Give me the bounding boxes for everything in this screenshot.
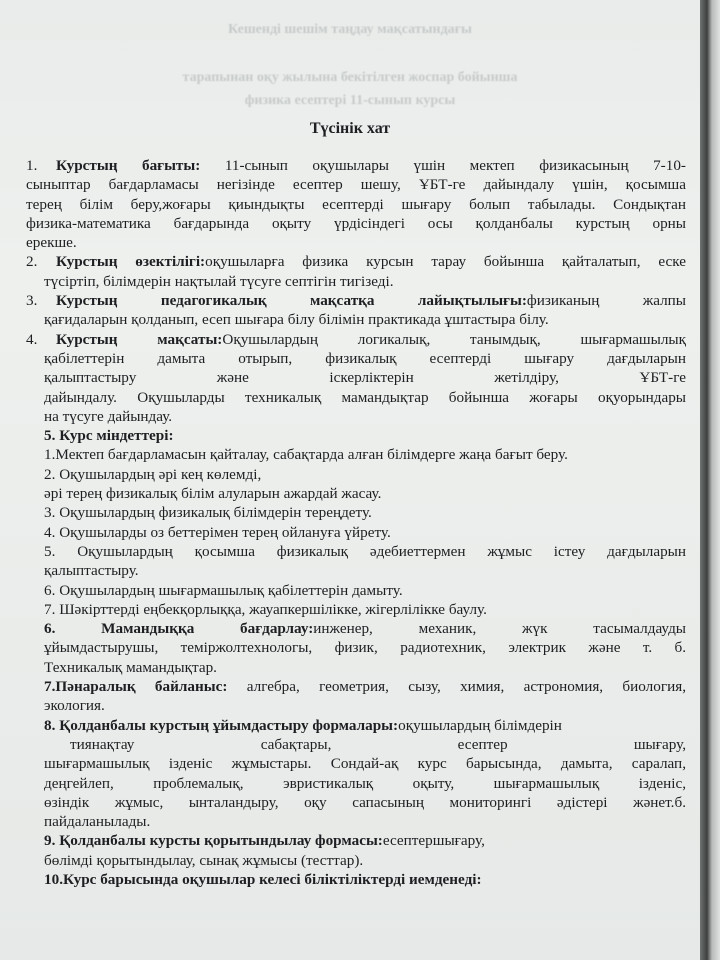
section-1-line: ерекше. bbox=[26, 234, 77, 252]
section-3-line bbox=[26, 291, 686, 310]
document-body bbox=[26, 156, 686, 889]
section-1-line: физика-математика бағдарында оқыту үрдісіндегі осы қолданбалы курстың орны bbox=[26, 214, 686, 232]
task-item: 3. Оқушылардың физикалық білімдерін тереңдету. bbox=[44, 504, 372, 522]
section-7-line bbox=[26, 677, 686, 696]
bleed-through-line: тарапынан оқу жылына бекітілген жоспар бойынша bbox=[182, 70, 518, 85]
section-7-line: экология. bbox=[44, 697, 105, 715]
bleed-through-line: Кешенді шешім таңдау мақсатындағы bbox=[228, 22, 472, 37]
section-heading: Курстың өзектілігі: bbox=[56, 253, 206, 271]
section-8-line: деңгейлеп, проблемалық, эвристикалық оқыту, шығармашылық ізденіс, bbox=[44, 774, 686, 792]
section-6-line bbox=[26, 619, 686, 638]
section-4-line: қалыптастыру және іскерліктерін жетілдіру, ҰБТ-ге bbox=[44, 369, 686, 387]
section-heading: 7.Пәнаралық байланыс: bbox=[44, 678, 228, 696]
section-heading: Курстың бағыты: bbox=[56, 157, 201, 174]
task-item: қалыптастыру. bbox=[44, 562, 139, 580]
section-2-line bbox=[26, 252, 686, 271]
task-item: 2. Оқушылардың әрі кең көлемді, bbox=[44, 465, 262, 483]
section-8-line: тиянақтау сабақтары, есептер шығару, bbox=[70, 735, 686, 753]
section-4-line bbox=[26, 330, 686, 349]
section-number: 2. bbox=[26, 253, 38, 271]
section-6-line: Техникалық мамандықтар. bbox=[44, 658, 217, 676]
task-item: 5. Оқушылардың қосымша физикалық әдебиеттермен жұмыс істеу дағдыларын bbox=[44, 542, 686, 560]
section-number: 1. bbox=[26, 157, 38, 174]
section-heading: 6. Мамандыққа бағдарлау: bbox=[44, 620, 314, 638]
section-1-line bbox=[26, 156, 686, 175]
section-6-line: ұйымдастырушы, теміржолтехнологы, физик, радиотехник, электрик және т. б. bbox=[44, 639, 686, 657]
section-number: 4. bbox=[26, 330, 38, 348]
section-text: алгебра, геометрия, сызу, химия, астрономия, биология, bbox=[246, 678, 686, 696]
section-10-line bbox=[26, 870, 686, 889]
section-text: оқушылардың білімдерін bbox=[398, 716, 562, 734]
section-1-line: терең білім беру,жоғары қиындықты есептерді шығару болып табылады. Сондықтан bbox=[26, 195, 686, 213]
section-2-line: түсіртіп, білімдерін нақтылай түсуге септігін тигізеді. bbox=[44, 272, 394, 290]
task-item: 4. Оқушыларды оз беттерімен терең ойлануға үйрету. bbox=[44, 523, 391, 541]
section-9-line bbox=[26, 831, 686, 850]
section-4-line: на түсуге дайындау. bbox=[44, 407, 173, 425]
section-4-line: қабілеттерін дамыта отырып, физикалық есептерді шығару дағдыларын bbox=[44, 349, 686, 367]
section-8-line: шығармашылық ізденіс жұмыстары. Сондай-ақ курс барысында, дамыта, саралап, bbox=[44, 755, 686, 773]
page-edge-shadow bbox=[700, 0, 720, 960]
section-5-heading: 5. Курс міндеттері: bbox=[44, 427, 174, 445]
bleed-through-line: физика есептері 11-сынып курсы bbox=[244, 93, 456, 108]
section-1-line: сыныптар бағдарламасы негізінде есептер шешу, ҰБТ-ге дайындалу үшін, қосымша bbox=[26, 176, 686, 194]
section-4-line: дайындалу. Оқушыларды техникалық мамандықтар бойынша жоғары оқуорындары bbox=[44, 388, 686, 406]
section-text: физиканың жалпы bbox=[526, 292, 686, 310]
section-8-line: пайдаланылады. bbox=[44, 813, 151, 831]
section-heading: Курстың мақсаты: bbox=[56, 330, 223, 348]
section-9-line: бөлімді қорытындылау, сынақ жұмысы (тесттар). bbox=[44, 851, 364, 869]
section-heading: 9. Қолданбалы курсты қорытындылау формасы: bbox=[44, 832, 383, 850]
section-heading: Курстың педагогикалық мақсатқа лайықтылығы: bbox=[56, 292, 527, 310]
section-3-line: қағидаларын қолданып, есеп шығара білу білімін практикада ұштастыра білу. bbox=[44, 311, 549, 329]
task-item: әрі терең физикалық білім алуларын ажардай жасау. bbox=[44, 485, 382, 503]
task-item: 7. Шәкірттерді еңбекқорлыққа, жауапкершілікке, жігерлілікке баулу. bbox=[44, 600, 487, 618]
task-item: 1.Мектеп бағдарламасын қайталау, сабақтарда алған білімдерге жаңа бағыт беру. bbox=[44, 446, 568, 464]
section-text: есептершығару, bbox=[382, 832, 485, 850]
section-8-line: өзіндік жұмыс, ынталандыру, оқу сапасының мониторингі әдістері жәнет.б. bbox=[44, 793, 686, 811]
section-text: Оқушылардың логикалық, танымдық, шығармашылық bbox=[222, 330, 686, 348]
document-title: Түсінік хат bbox=[309, 120, 391, 137]
section-8-line bbox=[26, 716, 686, 735]
task-item: 6. Оқушылардың шығармашылық қабілеттерін дамыту. bbox=[44, 581, 403, 599]
section-heading: 10.Курс барысында оқушылар келесі біліктіліктерді иемденеді: bbox=[44, 870, 482, 888]
section-number: 3. bbox=[26, 292, 38, 310]
section-text: оқушыларға физика курсын тарау бойынша қайталатып, еске bbox=[205, 253, 686, 271]
section-text: 11-сынып оқушылары үшін мектеп физикасының 7-10- bbox=[224, 157, 686, 174]
section-text: инженер, механик, жүк тасымалдауды bbox=[313, 620, 687, 638]
section-heading: 8. Қолданбалы курстың ұйымдастыру формалары: bbox=[44, 716, 399, 734]
